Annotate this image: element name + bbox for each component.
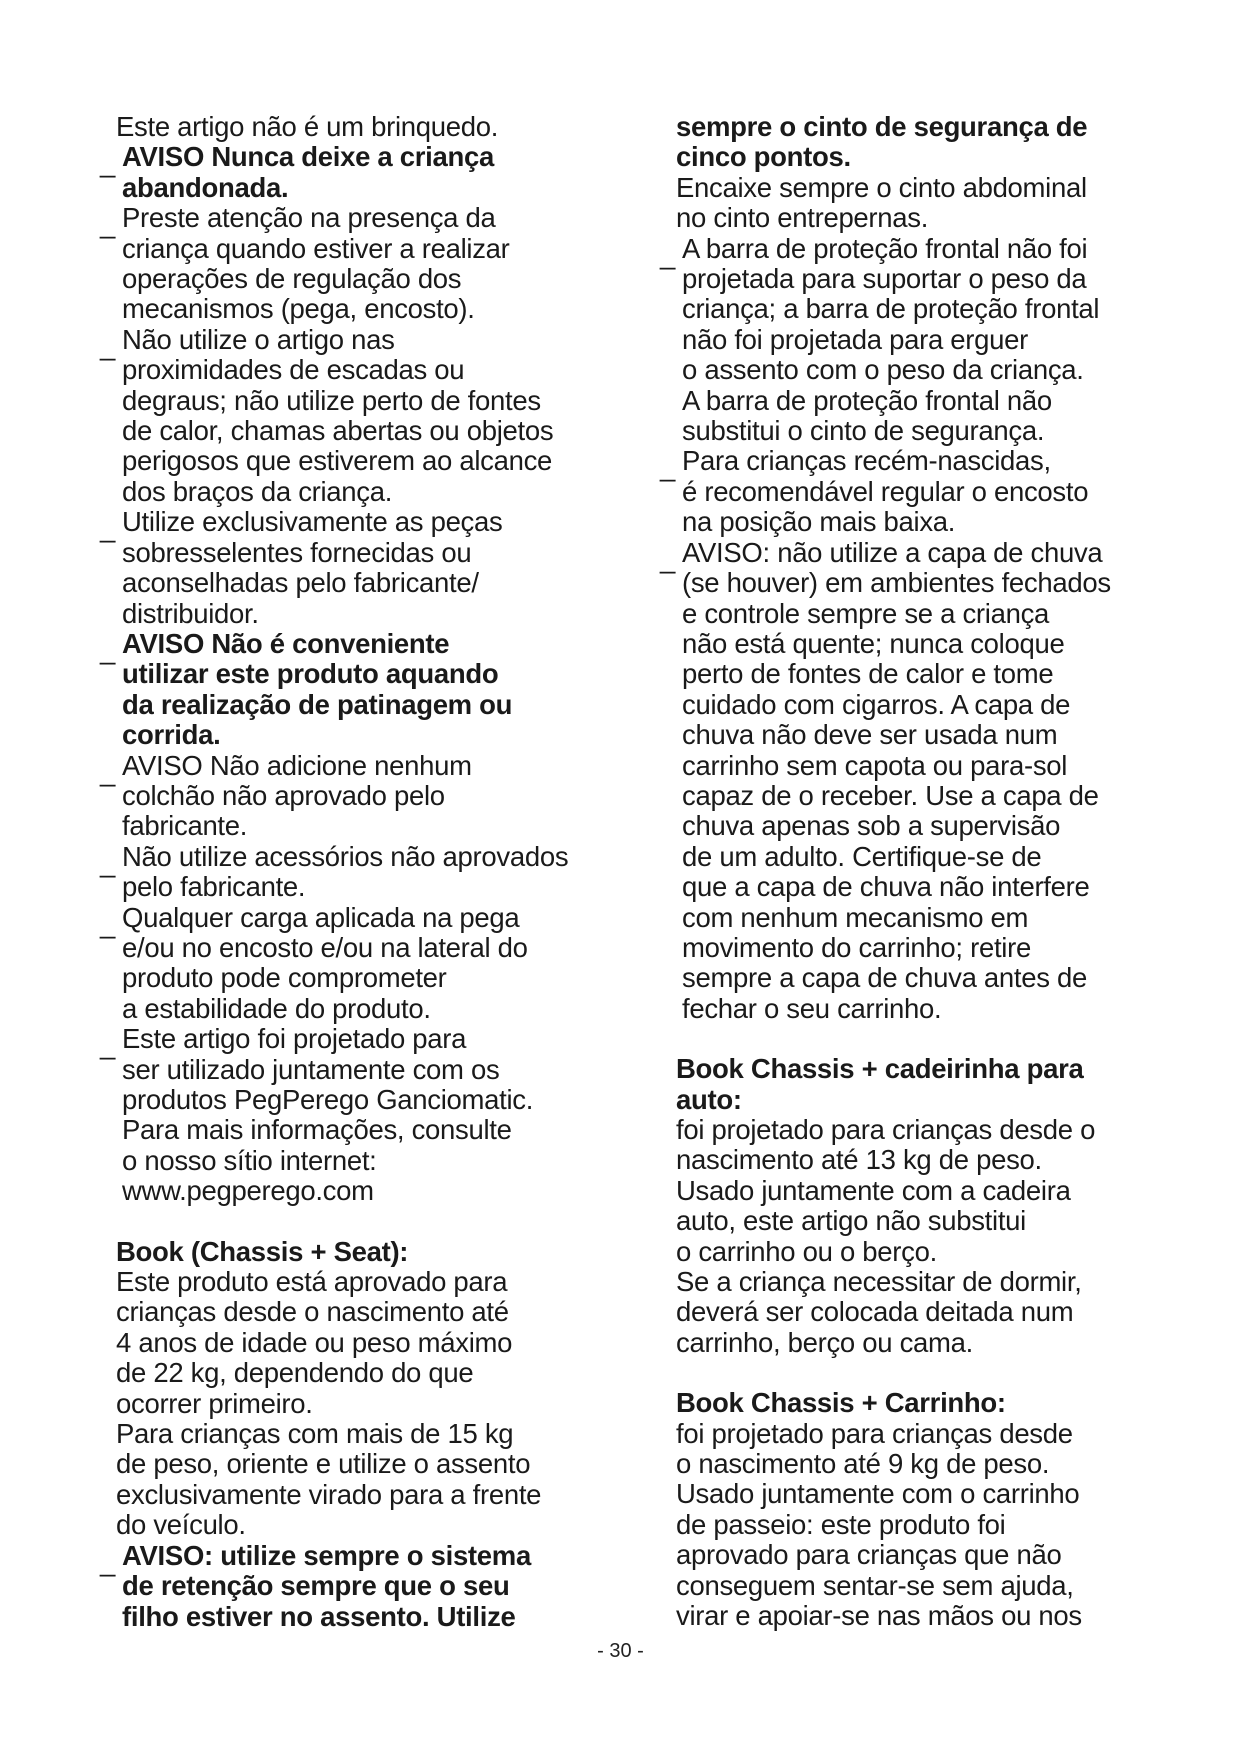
text-line: Qualquer carga aplicada na pega xyxy=(122,901,520,933)
text-line: Não utilize acessórios não aprovados xyxy=(122,840,569,872)
item-text xyxy=(682,234,1170,447)
text-line: do veículo. xyxy=(116,1509,246,1541)
text-line: conseguem sentar-se sem ajuda, xyxy=(676,1569,1074,1601)
text-line: o carrinho ou o berço. xyxy=(676,1235,937,1267)
bullet-dash: _ xyxy=(100,846,115,878)
text-line: sobresselentes fornecidas ou xyxy=(122,536,472,568)
text-line: auto, este artigo não substitui xyxy=(676,1205,1026,1237)
text-line: Encaixe sempre o cinto abdominal xyxy=(676,171,1087,203)
bullet-dash: _ xyxy=(660,451,675,483)
text-line: é recomendável regular o encosto xyxy=(682,475,1089,507)
list-item xyxy=(100,325,620,507)
text-line: chuva apenas sob a supervisão xyxy=(682,810,1061,842)
list-item xyxy=(100,203,620,325)
text-line: perigosos que estiverem ao alcance xyxy=(122,445,553,477)
text-line: corrida. xyxy=(122,719,221,751)
text-line: Usado juntamente com a cadeira xyxy=(676,1174,1071,1206)
text-line: projetada para suportar o peso da xyxy=(682,263,1087,295)
bullet-dash: _ xyxy=(100,1029,115,1061)
text-line: produtos PegPerego Ganciomatic. xyxy=(122,1084,534,1115)
text-line: o nosso sítio internet: xyxy=(122,1144,377,1176)
text-line: pelo fabricante. xyxy=(122,871,306,903)
text-line: que a capa de chuva não interfere xyxy=(682,871,1090,903)
text-line: exclusivamente virado para a frente xyxy=(116,1478,542,1510)
text-line: fabricante. xyxy=(122,810,248,842)
text-line: carrinho, berço ou cama. xyxy=(676,1326,973,1358)
left-column xyxy=(100,112,620,1632)
list-item xyxy=(100,507,620,629)
text-line: Preste atenção na presença da xyxy=(122,202,496,234)
warning-item xyxy=(100,629,620,751)
text-line: produto pode comprometer xyxy=(122,962,447,994)
item-text xyxy=(682,538,1170,1025)
bullet-dash: _ xyxy=(660,542,675,574)
text-line: nascimento até 13 kg de peso. xyxy=(676,1144,1042,1176)
text-line: com nenhum mecanismo em xyxy=(682,901,1029,933)
bullet-dash: _ xyxy=(100,633,115,665)
text-line: Usado juntamente com o carrinho xyxy=(676,1478,1080,1510)
text-line: fechar o seu carrinho. xyxy=(682,992,942,1024)
text-line: Este artigo foi projetado para xyxy=(122,1023,467,1055)
section-title-chassis-carrycot: Book Chassis + Carrinho: xyxy=(676,1387,1006,1419)
text-line: Para crianças com mais de 15 kg xyxy=(116,1418,514,1450)
text-line: Utilize exclusivamente as peças xyxy=(122,506,503,538)
text-line: de calor, chamas abertas ou objetos xyxy=(122,415,554,447)
item-text xyxy=(122,842,620,903)
item-text xyxy=(122,903,620,1025)
text-line: e controle sempre se a criança xyxy=(682,597,1050,629)
text-line: no cinto entrepernas. xyxy=(676,202,929,234)
text-line: dos braços da criança. xyxy=(122,475,393,507)
bullet-dash: _ xyxy=(100,147,115,179)
text-line: o nascimento até 9 kg de peso. xyxy=(676,1448,1050,1480)
text-line: AVISO Não adicione nenhum xyxy=(122,749,472,781)
text-line: de passeio: este produto foi xyxy=(676,1508,1006,1540)
text-line: AVISO Não é conveniente xyxy=(122,627,450,659)
text-line: Para mais informações, consulte xyxy=(122,1114,512,1146)
text-line: deverá ser colocada deitada num xyxy=(676,1296,1074,1328)
text-line: auto: xyxy=(676,1083,742,1115)
item-text xyxy=(122,325,620,507)
text-line: a estabilidade do produto. xyxy=(122,992,431,1024)
text-line: AVISO Nunca deixe a criança xyxy=(122,141,494,173)
paragraph xyxy=(660,112,1170,173)
text-line: crianças desde o nascimento até xyxy=(116,1296,509,1328)
text-line: mecanismos (pega, encosto). xyxy=(122,293,475,325)
paragraph xyxy=(660,1419,1170,1480)
text-line: degraus; não utilize perto de fontes xyxy=(122,384,541,416)
text-line: colchão não aprovado pelo xyxy=(122,779,445,811)
warning-item xyxy=(100,142,620,203)
text-line: aconselhadas pelo fabricante/ xyxy=(122,567,479,599)
text-line: aprovado para crianças que não xyxy=(676,1539,1062,1571)
text-line: foi projetado para crianças desde xyxy=(676,1417,1073,1449)
text-line: não foi projetada para erguer xyxy=(682,323,1028,355)
paragraph xyxy=(660,1176,1170,1267)
paragraph xyxy=(100,1419,620,1541)
text-line: 4 anos de idade ou peso máximo xyxy=(116,1326,513,1358)
text-line: filho estiver no assento. Utilize xyxy=(122,1600,516,1632)
text-line: de retenção sempre que o seu xyxy=(122,1570,510,1602)
page-number: - 30 - xyxy=(597,1640,644,1662)
text-line: perto de fontes de calor e tome xyxy=(682,658,1054,690)
list-item xyxy=(660,446,1170,537)
text-line: AVISO: utilize sempre o sistema xyxy=(122,1539,531,1571)
text-line: (se houver) em ambientes fechados xyxy=(682,567,1111,599)
paragraph xyxy=(660,1479,1170,1631)
text-line: chuva não deve ser usada num xyxy=(682,719,1058,751)
text-line: A barra de proteção frontal não xyxy=(682,384,1052,416)
bullet-dash: _ xyxy=(100,755,115,787)
right-column xyxy=(660,112,1170,1632)
item-text xyxy=(122,142,620,203)
text-line: da realização de patinagem ou xyxy=(122,688,513,720)
text-line: virar e apoiar-se nas mãos ou nos xyxy=(676,1600,1082,1632)
text-line: sempre a capa de chuva antes de xyxy=(682,962,1087,994)
bullet-dash: _ xyxy=(100,512,115,544)
item-text xyxy=(682,446,1170,537)
text-line: não está quente; nunca coloque xyxy=(682,627,1065,659)
text-line: de um adulto. Certifique-se de xyxy=(682,840,1042,872)
text-line: www.pegperego.com xyxy=(122,1175,374,1207)
text-line: de 22 kg, dependendo do que xyxy=(116,1357,474,1389)
list-item xyxy=(100,842,620,903)
section-title-chassis-car-seat xyxy=(660,1054,1170,1115)
paragraph xyxy=(100,1267,620,1419)
text-line: ser utilizado juntamente com os xyxy=(122,1053,500,1085)
text-line: criança quando estiver a realizar xyxy=(122,232,510,264)
list-item xyxy=(660,234,1170,447)
bullet-dash: _ xyxy=(100,208,115,240)
text-line: Este artigo não é um brinquedo. xyxy=(116,111,499,142)
text-line: distribuidor. xyxy=(122,597,259,629)
item-text xyxy=(122,1024,620,1206)
item-text xyxy=(122,751,620,842)
paragraph xyxy=(660,1267,1170,1358)
bullet-dash: _ xyxy=(660,238,675,270)
text-line: movimento do carrinho; retire xyxy=(682,931,1031,963)
list-item xyxy=(100,751,620,842)
bullet-dash: _ xyxy=(100,1545,115,1577)
text-line: Book Chassis + cadeirinha para xyxy=(676,1053,1084,1085)
text-line: carrinho sem capota ou para-sol xyxy=(682,749,1068,781)
bullet-dash: _ xyxy=(100,329,115,361)
text-line: utilizar este produto aquando xyxy=(122,658,499,690)
text-line: cinco pontos. xyxy=(676,141,851,173)
text-line: A barra de proteção frontal não foi xyxy=(682,232,1088,264)
list-item xyxy=(100,903,620,1025)
text-line: e/ou no encosto e/ou na lateral do xyxy=(122,931,528,963)
text-line: operações de regulação dos xyxy=(122,263,462,295)
item-text xyxy=(122,203,620,325)
text-line: o assento com o peso da criança. xyxy=(682,354,1084,386)
paragraph xyxy=(660,173,1170,234)
section-title-book-chassis-seat: Book (Chassis + Seat): xyxy=(116,1235,409,1267)
list-item xyxy=(100,1024,620,1206)
text-line: de peso, oriente e utilize o assento xyxy=(116,1448,531,1480)
intro-text xyxy=(100,112,620,142)
text-line: Para crianças recém-nascidas, xyxy=(682,445,1051,477)
text-line: AVISO: não utilize a capa de chuva xyxy=(682,536,1103,568)
text-line: cuidado com cigarros. A capa de xyxy=(682,688,1071,720)
text-line: Se a criança necessitar de dormir, xyxy=(676,1266,1082,1298)
text-line: capaz de o receber. Use a capa de xyxy=(682,779,1099,811)
text-line: na posição mais baixa. xyxy=(682,506,956,538)
item-text xyxy=(122,629,620,751)
text-line: Não utilize o artigo nas xyxy=(122,323,395,355)
bullet-dash: _ xyxy=(100,907,115,939)
text-line: Este produto está aprovado para xyxy=(116,1266,508,1298)
paragraph xyxy=(660,1115,1170,1176)
list-item xyxy=(660,538,1170,1025)
text-line: ocorrer primeiro. xyxy=(116,1387,313,1419)
warning-item xyxy=(100,1541,620,1632)
text-line: foi projetado para crianças desde o xyxy=(676,1114,1096,1145)
item-text xyxy=(122,1541,620,1632)
text-line: proximidades de escadas ou xyxy=(122,354,465,386)
text-line: criança; a barra de proteção frontal xyxy=(682,293,1100,325)
item-text xyxy=(122,507,620,629)
text-line: abandonada. xyxy=(122,171,289,203)
text-line: substitui o cinto de segurança. xyxy=(682,415,1045,447)
text-line: sempre o cinto de segurança de xyxy=(676,111,1088,142)
